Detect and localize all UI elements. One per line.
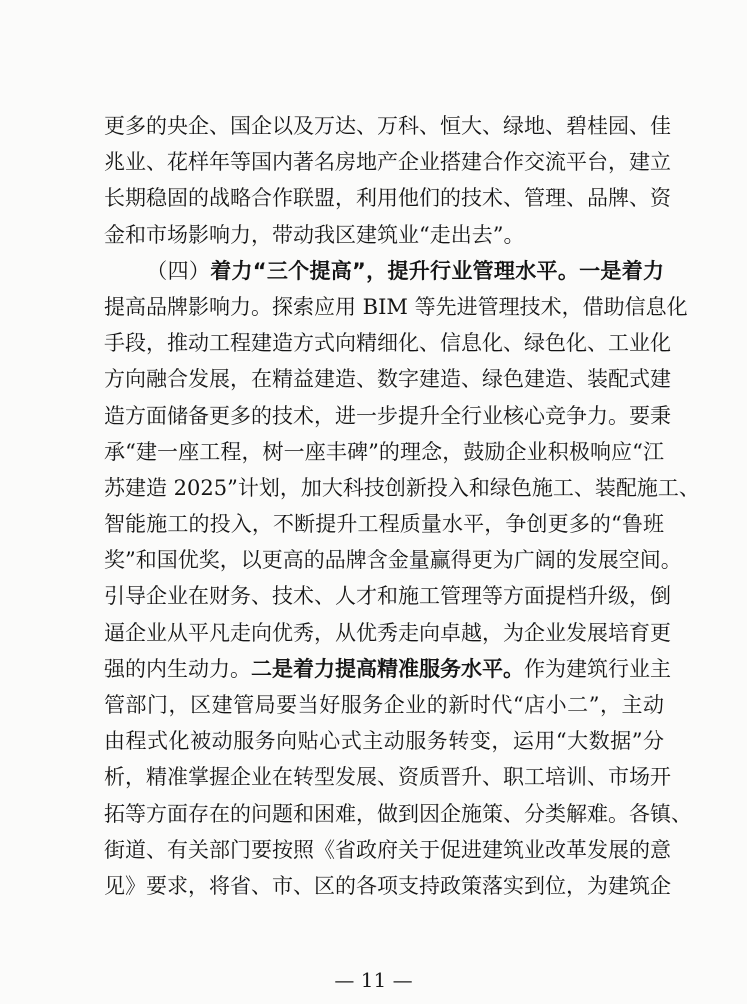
text-line-17: 管部门，区建管局要当好服务企业的新时代“店小二”，主动 xyxy=(104,693,664,717)
text-line-4: 金和市场影响力，带动我区建筑业“走出去”。 xyxy=(104,222,525,247)
text-line-12: 智能施工的投入，不断提升工程质量水平，争创更多的“鲁班 xyxy=(104,512,664,537)
text-line-21: 街道、有关部门要按照《省政府关于促进建筑业改革发展的意 xyxy=(104,837,671,862)
text-line-16-start: 强的内生动力。 xyxy=(104,656,251,681)
text-line-15: 逼企业从平凡走向优秀，从优秀走向卓越，为企业发展培育更 xyxy=(104,620,671,645)
text-line-22: 见》要求，将省、市、区的各项支持政策落实到位，为建筑企 xyxy=(104,873,671,898)
section-number: （四） xyxy=(146,258,211,283)
text-line-6: 提高品牌影响力。探索应用 BIM 等先进管理技术，借助信息化 xyxy=(104,294,688,319)
body-text xyxy=(104,108,700,904)
text-line-14: 引导企业在财务、技术、人才和施工管理等方面提档升级，倒 xyxy=(104,584,671,609)
text-line-20: 拓等方面存在的问题和困难，做到因企施策、分类解难。各镇、 xyxy=(104,801,692,826)
text-line-5 xyxy=(104,253,664,289)
text-line-9: 造方面储备更多的技术，进一步提升全行业核心竞争力。要秉 xyxy=(104,403,671,428)
text-line-10: 承“建一座工程，树一座丰碑”的理念，鼓励企业积极响应“江 xyxy=(104,439,664,464)
text-line-18: 由程式化被动服务向贴心式主动服务转变，运用“大数据”分 xyxy=(104,729,664,754)
subpoint-heading: 二是着力提高精准服务水平。 xyxy=(251,656,524,681)
text-line-1: 更多的央企、国企以及万达、万科、恒大、绿地、碧桂园、佳 xyxy=(104,114,671,138)
text-line-2: 兆业、花样年等国内著名房地产企业搭建合作交流平台，建立 xyxy=(104,150,671,175)
text-line-3: 长期稳固的战略合作联盟，利用他们的技术、管理、品牌、资 xyxy=(104,186,671,211)
text-line-19: 析，精准掌握企业在转型发展、资质晋升、职工培训、市场开 xyxy=(104,765,671,790)
text-line-16-end: 作为建筑行业主 xyxy=(524,656,671,681)
text-line-13: 奖”和国优奖，以更高的品牌含金量赢得更为广阔的发展空间。 xyxy=(104,548,682,573)
text-line-8: 方向融合发展，在精益建造、数字建造、绿色建造、装配式建 xyxy=(104,367,671,392)
page-number: — 11 — xyxy=(334,968,413,992)
text-line-16 xyxy=(104,651,671,687)
text-line-11: 苏建造 2025”计划，加大科技创新投入和绿色施工、装配施工、 xyxy=(104,475,700,500)
text-line-7: 手段，推动工程建造方式向精细化、信息化、绿色化、工业化 xyxy=(104,331,671,356)
section-heading: 着力“三个提高”，提升行业管理水平。一是着力 xyxy=(210,258,664,283)
